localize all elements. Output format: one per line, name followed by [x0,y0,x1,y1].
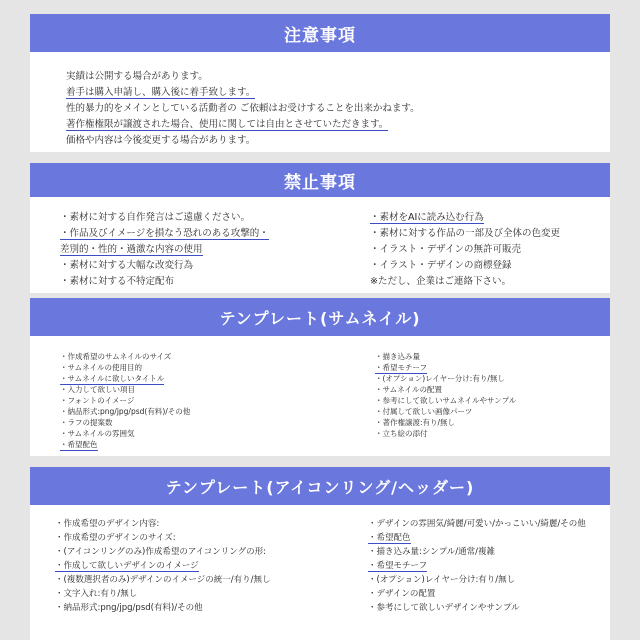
icon-right-item: ・デザインの雰囲気/綺麗/可愛い/かっこいい/綺麗/その他 [368,519,586,529]
prohibited-left-item: ・素材に対する大幅な改変行為 [60,260,194,271]
notice-section [30,14,610,152]
template-icon-section [30,467,610,640]
thumbnail-left-item: ・作成希望のサムネイルのサイズ [60,352,172,361]
notice-item: 著作権権限が譲渡された場合、使用に関しては自由とさせていただきます。 [66,116,388,131]
thumbnail-right-item: ・希望モチーフ [375,363,428,372]
template-icon-title: テンプレート(アイコンリング/ヘッダー) [30,467,610,505]
prohibited-right-item: ※ただし、企業はご連絡下さい。 [370,276,511,287]
icon-right-item: ・描き込み量:シンプル/通常/複雑 [368,547,496,557]
thumbnail-left-item: ・サムネイルの使用目的 [60,363,142,372]
prohibited-left-item: ・作品及びイメージを損なう恐れのある攻撃的・ [60,225,269,240]
template-thumbnail-title: テンプレート(サムネイル) [30,298,610,336]
thumbnail-left-item: ・サムネイルの雰囲気 [60,429,135,438]
notice-item: 実績は公開する場合があります。 [66,71,208,82]
icon-left-item: ・納品形式:png/jpg/psd(有料)/その他 [55,603,203,613]
icon-right-item: ・希望モチーフ [368,561,428,571]
prohibited-left-item: ・素材に対する不特定配布 [60,276,175,287]
icon-right-item: ・デザインの配置 [368,589,436,599]
thumbnail-right-item: ・著作権譲渡:有り/無し [375,418,456,427]
thumbnail-right-item: ・参考にして欲しいサムネイルやサンプル [375,396,517,405]
thumbnail-left-item: ・サムネイルに欲しいタイトル [60,374,165,383]
prohibited-right-item: ・素材をAIに読み込む行為 [370,209,484,224]
thumbnail-left-item: ・ラフの提案数 [60,418,113,427]
icon-left-item: ・文字入れ:有り/無し [55,589,138,599]
thumbnail-right-item: ・描き込み量 [375,352,420,361]
thumbnail-left-item: ・希望配色 [60,440,98,449]
prohibited-right-item: ・イラスト・デザインの無許可販売 [370,244,522,255]
notice-item: 性的暴力的をメインとしている活動者の ご依頼はお受けすることを出来かねます。 [66,103,420,114]
prohibited-right-item: ・イラスト・デザインの商標登録 [370,260,512,271]
prohibited-right-item: ・素材に対する作品の一部及び全体の色変更 [370,228,561,239]
prohibited-left-item: ・素材に対する自作発言はご遠慮ください。 [60,212,251,223]
notice-title: 注意事項 [30,14,610,52]
icon-left-item: ・作成して欲しいデザインのイメージ [55,561,199,571]
icon-left-item: ・(アイコンリングのみ)作成希望のアイコンリングの形: [55,547,266,557]
icon-right-item: ・参考にして欲しいデザインやサンプル [368,603,520,613]
thumbnail-left-item: ・フォントのイメージ [60,396,135,405]
thumbnail-right-item: ・付属して欲しい画像パーツ [375,407,473,416]
icon-left-item: ・作成希望のデザインのサイズ: [55,533,176,543]
thumbnail-right-item: ・(オプション)レイヤー分け:有り/無し [375,374,505,383]
notice-item: 着手は購入申請し、購入後に着手致します。 [66,84,255,99]
notice-item: 価格や内容は今後変更する場合があります。 [66,135,256,146]
icon-left-item: ・作成希望のデザイン内容: [55,519,160,529]
icon-right-item: ・(オプション)レイヤー分け:有り/無し [368,575,516,585]
thumbnail-left-item: ・納品形式:png/jpg/psd(有料)/その他 [60,407,191,416]
thumbnail-right-item: ・サムネイルの配置 [375,385,442,394]
thumbnail-left-item: ・入力して欲しい項目 [60,385,135,394]
thumbnail-right-item: ・立ち絵の添付 [375,429,428,438]
prohibited-section [30,163,610,293]
prohibited-left-item: 差別的・性的・過激な内容の使用 [60,241,203,256]
template-thumbnail-section [30,298,610,456]
prohibited-title: 禁止事項 [30,163,610,197]
icon-left-item: ・(複数選択者のみ)デザインのイメージの統一/有り/無し [55,575,271,585]
icon-right-item: ・希望配色 [368,533,411,543]
